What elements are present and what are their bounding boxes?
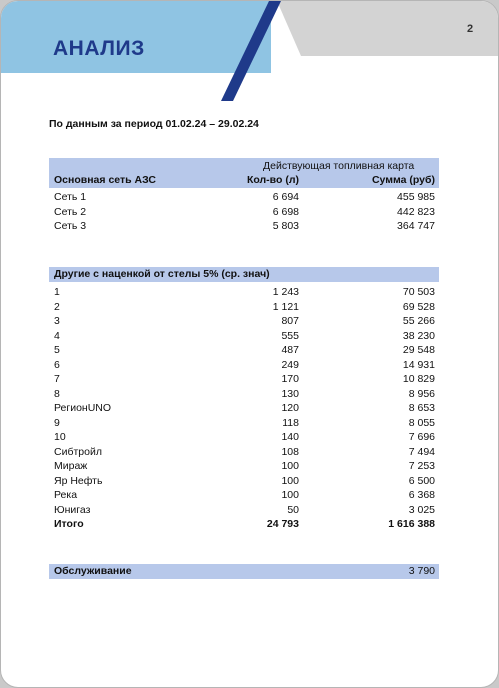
row-name: Яр Нефть <box>54 474 103 487</box>
row-name: Сибтройл <box>54 445 102 458</box>
row-name: Юнигаз <box>54 503 91 516</box>
table-row <box>49 219 439 234</box>
row-qty: 5 803 <box>272 220 299 232</box>
table-row <box>49 314 439 329</box>
table-row <box>49 416 439 431</box>
row-sum: 69 528 <box>402 300 435 313</box>
row-name: 8 <box>54 387 60 400</box>
table-row <box>49 503 439 518</box>
row-qty: 6 694 <box>272 191 299 203</box>
table-row <box>49 343 439 358</box>
row-name: 9 <box>54 416 60 429</box>
row-sum: 7 696 <box>408 431 435 443</box>
fuel-card-caption: Действующая топливная карта <box>263 160 415 172</box>
row-name: Сеть 2 <box>54 205 87 218</box>
row-qty: 807 <box>281 315 299 327</box>
table-row <box>49 488 439 503</box>
row-sum: 3 025 <box>408 503 435 516</box>
row-qty: 6 698 <box>272 205 299 218</box>
page-title: АНАЛИЗ <box>53 37 145 60</box>
row-sum: 442 823 <box>397 205 435 218</box>
table-row <box>49 430 439 445</box>
table-row <box>49 190 439 205</box>
row-qty: 130 <box>281 387 299 400</box>
table-row <box>49 300 439 315</box>
row-sum: 38 230 <box>402 329 435 342</box>
table-row <box>49 329 439 344</box>
table-row <box>49 445 439 460</box>
row-name: 10 <box>54 431 66 443</box>
row-name: 3 <box>54 315 60 327</box>
row-qty: 1 121 <box>272 300 299 313</box>
row-name: Река <box>54 489 78 501</box>
row-qty: 120 <box>281 402 299 414</box>
row-name: РегионUNO <box>54 402 112 414</box>
others-table-header <box>49 267 439 282</box>
row-sum: 14 931 <box>402 358 435 371</box>
main-table <box>49 158 439 234</box>
row-name: 2 <box>54 300 60 313</box>
col-sum-header: Сумма (руб) <box>371 174 435 186</box>
row-qty: 1 243 <box>272 286 299 298</box>
total-qty: 24 793 <box>266 518 299 530</box>
period-text: По данным за период 01.02.24 – 29.02.24 <box>49 118 259 130</box>
row-qty: 555 <box>281 329 299 342</box>
row-sum: 8 956 <box>408 387 435 400</box>
table-row <box>49 387 439 402</box>
row-qty: 118 <box>282 416 299 429</box>
row-qty: 50 <box>287 503 299 516</box>
row-name: Сеть 3 <box>54 220 87 232</box>
table-row <box>49 358 439 373</box>
table-row <box>49 474 439 489</box>
row-qty: 108 <box>281 445 299 458</box>
service-label: Обслуживание <box>54 565 132 577</box>
row-sum: 364 747 <box>397 220 435 232</box>
row-name: 1 <box>54 286 60 298</box>
row-qty: 100 <box>281 474 299 487</box>
row-name: 7 <box>54 373 60 385</box>
row-sum: 6 368 <box>408 489 435 501</box>
table-row <box>49 372 439 387</box>
row-name: Сеть 1 <box>54 191 87 203</box>
page-number: 2 <box>467 23 474 35</box>
others-table <box>49 267 439 532</box>
row-name: 6 <box>54 358 60 371</box>
service-row <box>49 564 439 579</box>
total-label: Итого <box>54 518 84 530</box>
row-sum: 7 494 <box>408 445 435 458</box>
row-sum: 70 503 <box>402 286 435 298</box>
col-qty-header: Кол-во (л) <box>246 174 299 186</box>
total-row <box>49 517 439 532</box>
row-sum: 7 253 <box>408 460 435 472</box>
main-table-header <box>49 158 439 188</box>
row-qty: 487 <box>281 344 299 356</box>
col-network-header: Основная сеть АЗС <box>54 174 156 186</box>
row-sum: 29 548 <box>402 344 435 356</box>
table-row <box>49 459 439 474</box>
others-heading: Другие с наценкой от стелы 5% (ср. знач) <box>54 268 270 280</box>
row-qty: 100 <box>281 489 299 501</box>
row-sum: 8 055 <box>408 416 435 429</box>
row-sum: 10 829 <box>402 373 435 385</box>
row-qty: 140 <box>281 431 299 443</box>
row-sum: 455 985 <box>397 191 435 203</box>
table-row <box>49 205 439 220</box>
header-grey-shape <box>277 1 498 56</box>
row-sum: 55 266 <box>402 315 435 327</box>
row-sum: 6 500 <box>408 474 435 487</box>
total-sum: 1 616 388 <box>388 518 435 530</box>
row-name: 5 <box>54 344 60 356</box>
row-name: 4 <box>54 329 60 342</box>
others-rows <box>49 285 439 517</box>
row-sum: 8 653 <box>408 402 435 414</box>
row-qty: 170 <box>281 373 299 385</box>
row-name: Мираж <box>54 460 88 472</box>
table-row <box>49 285 439 300</box>
row-qty: 100 <box>281 460 299 472</box>
service-value: 3 790 <box>408 565 435 577</box>
table-row <box>49 401 439 416</box>
header-navy-stripe <box>221 1 281 101</box>
service-table <box>49 564 439 579</box>
row-qty: 249 <box>281 358 299 371</box>
